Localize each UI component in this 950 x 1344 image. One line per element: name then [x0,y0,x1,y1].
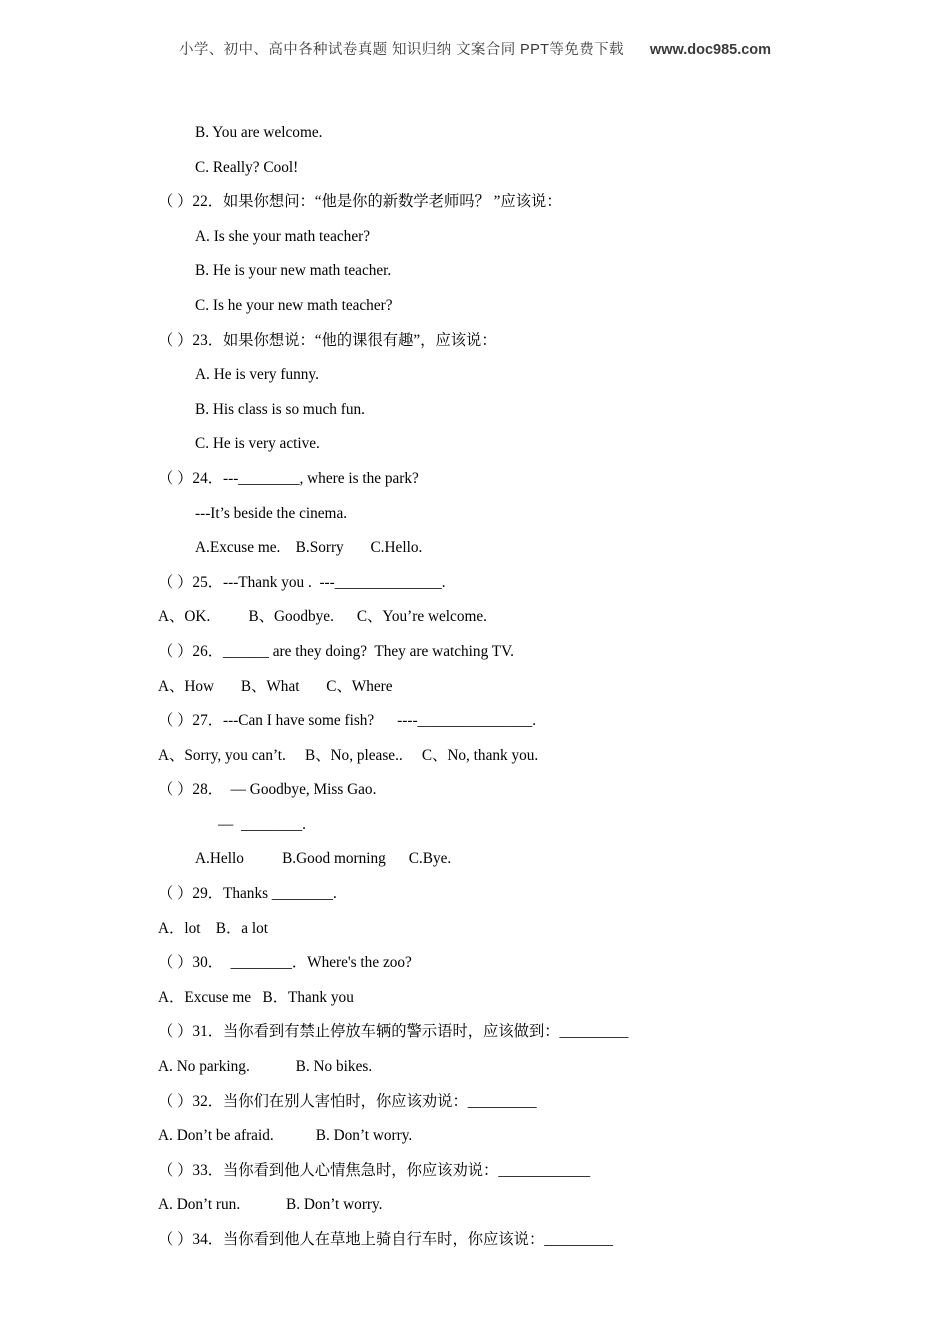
document-line: （ ）22．如果你想问：“他是你的新数学老师吗？ ”应该说： [158,193,562,211]
document-line: （ ）27．---Can I have some fish? ----_______________. [158,712,537,730]
document-line: （ ）31．当你看到有禁止停放车辆的警示语时，应该做到：_________ [158,1023,629,1041]
document-line: A. He is very funny. [195,366,319,384]
watermark-site: www.doc985.com [649,42,772,58]
document-line: （ ）29．Thanks ________. [158,885,337,903]
watermark-text: 小学、初中、高中各种试卷真题 知识归纳 文案合同 PPT等免费下载 [178,42,624,58]
document-line: A．Excuse me B．Thank you [158,988,354,1006]
document-line: （ ）30． ________．Where's the zoo? [158,954,412,972]
document-line: — ________. [218,815,306,833]
document-line: A．lot B．a lot [158,919,269,937]
document-line: B. His class is so much fun. [195,400,365,418]
document-line: （ ）23．如果你想说：“他的课很有趣”，应该说： [158,331,497,349]
document-line: （ ）33．当你看到他人心情焦急时，你应该劝说：____________ [158,1161,591,1179]
document-line: A.Hello B.Good morning C.Bye. [195,850,452,868]
document-line: A. Don’t be afraid. B. Don’t worry. [158,1127,413,1145]
document-line: B. He is your new math teacher. [195,262,392,280]
document-line: （ ）24．---________, where is the park? [158,469,419,487]
document-line: C. Really? Cool! [195,158,299,176]
document-line: （ ）32．当你们在别人害怕时，你应该劝说：_________ [158,1092,537,1110]
watermark-header [0,38,950,59]
document-line: A. Don’t run. B. Don’t worry. [158,1196,383,1214]
document-line: （ ）26．______ are they doing? They are watching TV. [158,642,515,660]
document-line: A. No parking. B. No bikes. [158,1058,373,1076]
document-line: （ ）28． — Goodbye, Miss Gao. [158,781,377,799]
document-line: C. Is he your new math teacher? [195,296,393,314]
document-line: A、Sorry, you can’t. B、No, please.. C、No, thank you. [158,746,539,764]
document-line: A、How B、What C、Where [158,677,393,695]
document-line: ---It’s beside the cinema. [195,504,348,522]
document-line: B. You are welcome. [195,124,323,141]
document-line: A. Is she your math teacher? [195,227,370,245]
document-line: A、OK. B、Goodbye. C、You’re welcome. [158,608,488,626]
document-line: C. He is very active. [195,435,320,453]
document-line: A.Excuse me. B.Sorry C.Hello. [195,539,423,557]
document-line: （ ）25．---Thank you . ---______________. [158,573,446,591]
document-line: （ ）34．当你看到他人在草地上骑自行车时，你应该说：_________ [158,1231,614,1248]
document-body [0,116,950,1258]
